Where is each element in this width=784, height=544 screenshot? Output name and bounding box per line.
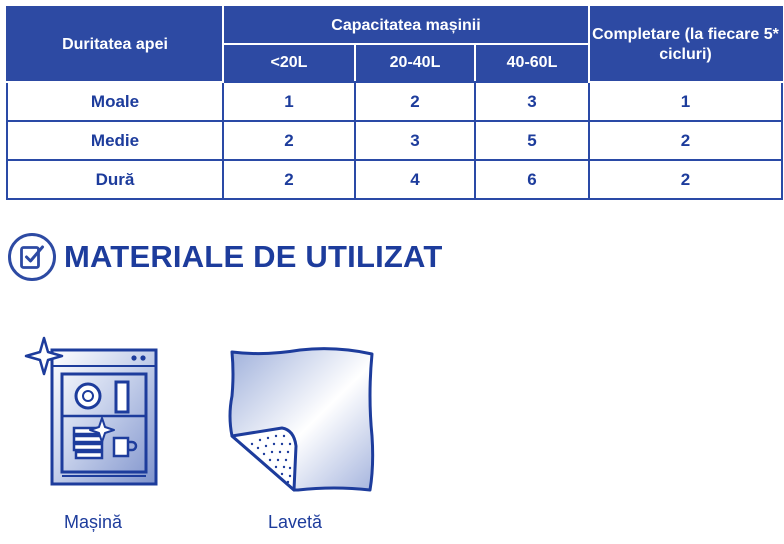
dishwasher-icon — [22, 328, 168, 490]
checklist-icon — [7, 232, 57, 282]
table-row — [7, 82, 782, 121]
cell-value: 2 — [223, 160, 355, 199]
material-label-cloth: Lavetă — [268, 512, 323, 532]
cell-refill: 2 — [589, 121, 782, 160]
material-label-machine: Mașină — [64, 512, 123, 532]
header-refill: Completare (la fiecare 5* cicluri) — [589, 7, 782, 82]
cell-refill: 1 — [589, 82, 782, 121]
header-machine-capacity: Capacitatea mașinii — [223, 7, 589, 44]
row-label: Dură — [7, 160, 223, 199]
cell-refill: 2 — [589, 160, 782, 199]
cell-value: 3 — [475, 82, 589, 121]
cell-value: 6 — [475, 160, 589, 199]
header-capacity-large: 40-60L — [475, 44, 589, 82]
water-hardness-table — [6, 6, 783, 200]
cloth-icon — [224, 346, 376, 494]
cell-value: 1 — [223, 82, 355, 121]
cell-value: 2 — [355, 82, 475, 121]
header-capacity-medium: 20-40L — [355, 44, 475, 82]
header-water-hardness: Duritatea apei — [7, 7, 223, 82]
cell-value: 4 — [355, 160, 475, 199]
cell-value: 5 — [475, 121, 589, 160]
section-title: MATERIALE DE UTILIZAT — [64, 239, 443, 274]
table-row — [7, 121, 782, 160]
row-label: Moale — [7, 82, 223, 121]
header-capacity-small: <20L — [223, 44, 355, 82]
cell-value: 3 — [355, 121, 475, 160]
table-row — [7, 160, 782, 199]
cell-value: 2 — [223, 121, 355, 160]
row-label: Medie — [7, 121, 223, 160]
